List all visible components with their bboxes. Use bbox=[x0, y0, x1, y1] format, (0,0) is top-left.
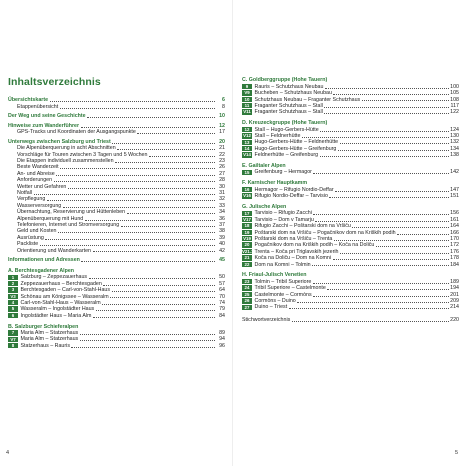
entry-page-number: 94 bbox=[219, 336, 225, 343]
dot-leader bbox=[89, 278, 215, 279]
dot-leader bbox=[292, 321, 449, 322]
tour-title: Koča na Doliču – Dom na Komni bbox=[254, 255, 332, 262]
dot-leader bbox=[338, 150, 449, 151]
tour-number-badge: 16 bbox=[242, 187, 252, 192]
tour-title: Poštarski dom na Vršiču – Trenta bbox=[254, 235, 333, 242]
dot-leader bbox=[289, 308, 449, 309]
tour-title: Carl-von-Stahl-Haus – Wasseralm bbox=[20, 299, 101, 306]
tour-title: Berchtesgaden – Carl-von-Stahl-Haus bbox=[20, 287, 111, 294]
dot-leader bbox=[56, 175, 214, 176]
dot-leader bbox=[320, 156, 449, 157]
entry-title: Der Weg und seine Geschichte bbox=[8, 113, 86, 120]
entry-page-number: 164 bbox=[450, 223, 459, 230]
entry-page-number: 12 bbox=[219, 122, 225, 129]
dot-leader bbox=[60, 108, 215, 109]
tour-number-badge: 5 bbox=[8, 306, 18, 311]
entry-page-number: 39 bbox=[219, 234, 225, 241]
tour-title: Greifenburg – Hermagor bbox=[254, 169, 312, 176]
tour-title: Rifugio Nordio-Deffar – Tarvisio bbox=[254, 193, 328, 200]
entry-title: E. Gailtaler Alpen bbox=[242, 163, 286, 170]
tour-number-badge: 6 bbox=[8, 313, 18, 318]
entry-page-number: 30 bbox=[219, 183, 225, 190]
dot-leader bbox=[47, 200, 215, 201]
tour-number-badge: 15 bbox=[242, 170, 252, 175]
entry-title: Packliste bbox=[17, 241, 39, 248]
page-title: Inhaltsverzeichnis bbox=[8, 76, 101, 88]
tour-number-badge: V17 bbox=[243, 216, 251, 222]
dot-leader bbox=[112, 143, 214, 144]
tour-title: Cormòns – Duino bbox=[254, 298, 296, 304]
tour-title: Hugo-Gerbers-Hütte – Feldnerhütte bbox=[254, 139, 339, 146]
tour-title: Trenta – Koča pri Triglavskih jezerih bbox=[254, 248, 339, 255]
entry-page-number: 20 bbox=[219, 138, 225, 145]
entry-title: Verpflegung bbox=[17, 196, 46, 203]
tour-number-badge: 13 bbox=[242, 140, 252, 145]
tour-number-badge: 12 bbox=[242, 127, 252, 132]
entry-title: Wetter und Gefahren bbox=[17, 183, 67, 190]
dot-leader bbox=[96, 310, 215, 311]
tour-title: Bucheben – Schutzhaus Neubau bbox=[254, 90, 332, 97]
entry-page-number: 50 bbox=[219, 274, 225, 281]
tour-title: Rifugio Zacchi – Poštarski dom na Vršiču bbox=[254, 223, 351, 230]
entry-page-number: 124 bbox=[450, 126, 459, 133]
entry-page-number: 184 bbox=[450, 261, 459, 268]
entry-page-number: 57 bbox=[219, 280, 225, 287]
entry-title: G. Julische Alpen bbox=[242, 204, 287, 211]
tour-title: Tribil Superiore – Castelmonte bbox=[254, 285, 326, 292]
dot-leader bbox=[352, 227, 448, 228]
tour-number-badge: 24 bbox=[242, 285, 252, 290]
page-number-right: 5 bbox=[455, 450, 459, 456]
dot-leader bbox=[149, 156, 215, 157]
entry-title: Übernachtung, Reservierung und Hüttenleben bbox=[17, 209, 126, 216]
tour-number-badge: 9 bbox=[242, 84, 252, 89]
dot-leader bbox=[340, 253, 449, 254]
dot-leader bbox=[71, 347, 214, 348]
dot-leader bbox=[325, 88, 449, 89]
tour-title: Tolmin – Tribil Superiore bbox=[254, 278, 312, 285]
entry-page-number: 22 bbox=[219, 151, 225, 158]
dot-leader bbox=[93, 251, 215, 252]
dot-leader bbox=[312, 265, 448, 266]
dot-leader bbox=[313, 173, 448, 174]
tour-title: Fraganter Schutzhaus – Stall bbox=[254, 109, 323, 116]
right-page bbox=[233, 0, 466, 466]
tour-title: Pogačnikov dom na Kriških podih – Koča na Doliču bbox=[254, 242, 375, 249]
tour-title: Schutzhaus Neubau – Fraganter Schutzhaus bbox=[254, 96, 361, 103]
dot-leader bbox=[112, 291, 215, 292]
entry-page-number: 23 bbox=[219, 158, 225, 165]
dot-leader bbox=[68, 188, 215, 189]
dot-leader bbox=[313, 283, 449, 284]
entry-page-number: 147 bbox=[450, 186, 459, 193]
entry-title: Geld und Kosten bbox=[17, 228, 57, 235]
entry-page-number: 108 bbox=[450, 96, 459, 103]
tour-title: Tarvisio – Rifugio Zacchi bbox=[254, 210, 312, 217]
entry-title: Alpenüberquerung mit Hund bbox=[17, 215, 84, 222]
page-number-left: 4 bbox=[6, 450, 10, 456]
dot-leader bbox=[102, 304, 214, 305]
tour-number-badge: 21 bbox=[242, 255, 252, 260]
toc-tour-entry[interactable] bbox=[8, 312, 225, 318]
entry-page-number: 64 bbox=[219, 287, 225, 294]
tour-number-badge: V7 bbox=[8, 337, 18, 342]
dot-leader bbox=[302, 137, 449, 138]
entry-page-number: 189 bbox=[450, 278, 459, 285]
dot-leader bbox=[85, 220, 215, 221]
entry-page-number: 130 bbox=[450, 133, 459, 140]
entry-page-number: 38 bbox=[219, 228, 225, 235]
entry-title: Unterwegs zwischen Salzburg und Triest bbox=[8, 138, 111, 145]
entry-page-number: 37 bbox=[219, 221, 225, 228]
tour-title: Dom na Komni – Tolmin bbox=[254, 261, 311, 268]
dot-leader bbox=[137, 133, 214, 134]
entry-page-number: 6 bbox=[222, 97, 225, 104]
tour-number-badge: V9 bbox=[242, 90, 252, 95]
dot-leader bbox=[50, 101, 215, 102]
tour-number-badge: 14 bbox=[242, 146, 252, 151]
entry-title: Informationen und Adressen bbox=[8, 257, 80, 264]
tour-number-badge: 8 bbox=[8, 343, 18, 348]
entry-page-number: 117 bbox=[450, 102, 459, 109]
entry-title: Orientierung und Wanderkarten bbox=[17, 247, 92, 254]
dot-leader bbox=[324, 113, 448, 114]
dot-leader bbox=[103, 285, 214, 286]
tour-title: Wasseralm – Ingolstädter Haus bbox=[20, 306, 95, 313]
tour-title: Rauris – Schutzhaus Neubau bbox=[254, 83, 324, 90]
tour-number-badge: 23 bbox=[242, 279, 252, 284]
entry-page-number: 26 bbox=[219, 164, 225, 171]
toc-tour-entry[interactable] bbox=[242, 193, 459, 199]
toc-entry[interactable] bbox=[8, 113, 225, 119]
toc-entry[interactable] bbox=[8, 103, 225, 109]
entry-page-number: 21 bbox=[219, 145, 225, 152]
entry-page-number: 194 bbox=[450, 285, 459, 292]
entry-page-number: 176 bbox=[450, 248, 459, 255]
entry-title: Stichwortverzeichnis bbox=[242, 316, 291, 323]
entry-title: A. Berchtesgadener Alpen bbox=[8, 268, 75, 275]
dot-leader bbox=[327, 289, 448, 290]
dot-leader bbox=[324, 107, 448, 108]
dot-leader bbox=[335, 191, 448, 192]
dot-leader bbox=[81, 261, 214, 262]
tour-title: Zeppezauerhaus – Berchtesgaden bbox=[20, 280, 102, 287]
entry-page-number: 122 bbox=[450, 109, 459, 116]
entry-page-number: 166 bbox=[450, 229, 459, 236]
toc-tour-entry[interactable] bbox=[242, 261, 459, 267]
tour-number-badge: V11 bbox=[243, 109, 251, 115]
tour-title: Maria Alm – Statzerhaus bbox=[20, 336, 79, 343]
dot-leader bbox=[320, 131, 448, 132]
entry-page-number: 42 bbox=[219, 247, 225, 254]
dot-leader bbox=[313, 214, 448, 215]
tour-number-badge: 2 bbox=[8, 281, 18, 286]
entry-page-number: 161 bbox=[450, 216, 459, 223]
tour-number-badge: 18 bbox=[242, 223, 252, 228]
entry-title: Beste Wanderzeit bbox=[17, 164, 59, 171]
tour-title: Tarvisio – Dom v Tamarju bbox=[254, 216, 314, 223]
dot-leader bbox=[93, 317, 215, 318]
dot-leader bbox=[34, 194, 215, 195]
dot-leader bbox=[297, 302, 448, 303]
tour-number-badge: 20 bbox=[242, 242, 252, 247]
entry-page-number: 220 bbox=[450, 316, 459, 323]
tour-number-badge: 7 bbox=[8, 330, 18, 335]
entry-page-number: 156 bbox=[450, 210, 459, 217]
tour-number-badge: 17 bbox=[242, 211, 252, 216]
dot-leader bbox=[87, 117, 214, 118]
toc-tour-entry[interactable] bbox=[242, 169, 459, 175]
tour-title: Stall – Hugo-Gerbers-Hütte bbox=[254, 126, 319, 133]
toc-tour-entry[interactable] bbox=[242, 152, 459, 158]
tour-title: Salzburg – Zeppezauerhaus bbox=[20, 274, 88, 281]
tour-number-badge: V14 bbox=[243, 152, 251, 158]
tour-number-badge: V12 bbox=[243, 133, 251, 139]
entry-title: H. Friaul-Julisch Venetien bbox=[242, 272, 307, 279]
tour-number-badge: 1 bbox=[8, 275, 18, 280]
toc-entry[interactable] bbox=[8, 247, 225, 253]
entry-page-number: 40 bbox=[219, 241, 225, 248]
dot-leader bbox=[127, 213, 215, 214]
entry-page-number: 170 bbox=[450, 235, 459, 242]
dot-leader bbox=[40, 245, 215, 246]
entry-page-number: 74 bbox=[219, 299, 225, 306]
dot-leader bbox=[80, 334, 215, 335]
entry-page-number: 27 bbox=[219, 170, 225, 177]
tour-number-badge: 4 bbox=[8, 300, 18, 305]
tour-title: Poštarski dom na Vršiču – Pogačnikov dom na Kriških podih bbox=[254, 229, 396, 236]
tour-title: Feldnerhütte – Greifenburg bbox=[254, 152, 319, 159]
toc-index-entry[interactable] bbox=[242, 316, 459, 322]
tour-number-badge: 10 bbox=[242, 97, 252, 102]
entry-title: Übersichtskarte bbox=[8, 97, 49, 104]
entry-page-number: 33 bbox=[219, 202, 225, 209]
entry-title: Wasserversorgung bbox=[17, 202, 62, 209]
toc-entry[interactable] bbox=[8, 129, 225, 135]
entry-title: Die Alpenüberquerung in acht Abschnitten bbox=[17, 145, 116, 152]
dot-leader bbox=[54, 181, 215, 182]
tour-title: Ingolstädter Haus – Maria Alm bbox=[20, 312, 92, 319]
tour-number-badge: 3 bbox=[8, 287, 18, 292]
tour-title: Maria Alm – Statzerhaus bbox=[20, 330, 79, 337]
dot-leader bbox=[58, 232, 215, 233]
dot-leader bbox=[115, 162, 214, 163]
dot-leader bbox=[376, 246, 449, 247]
dot-leader bbox=[45, 239, 214, 240]
dot-leader bbox=[60, 168, 214, 169]
entry-title: C. Goldberggruppe (Hohe Tauern) bbox=[242, 77, 328, 84]
entry-title: Ausrüstung bbox=[17, 234, 44, 241]
entry-page-number: 132 bbox=[450, 139, 459, 146]
entry-title: Etappenübersicht bbox=[17, 103, 59, 110]
tour-title: Statzerhaus – Rauris bbox=[20, 342, 70, 349]
dot-leader bbox=[80, 340, 215, 341]
entry-page-number: 172 bbox=[450, 242, 459, 249]
entry-page-number: 151 bbox=[450, 193, 459, 200]
entry-page-number: 17 bbox=[219, 129, 225, 136]
dot-leader bbox=[333, 259, 449, 260]
entry-page-number: 70 bbox=[219, 293, 225, 300]
entry-title: Telefonieren, Internet und Stromversorgung bbox=[17, 221, 120, 228]
dot-leader bbox=[81, 127, 215, 128]
entry-page-number: 79 bbox=[219, 306, 225, 313]
entry-title: An- und Abreise bbox=[17, 170, 55, 177]
entry-page-number: 10 bbox=[219, 113, 225, 120]
entry-page-number: 201 bbox=[450, 291, 459, 298]
entry-title: F. Karnischer Hauptkamm bbox=[242, 180, 308, 187]
dot-leader bbox=[362, 100, 449, 101]
entry-page-number: 214 bbox=[450, 304, 459, 311]
toc-tour-entry[interactable] bbox=[242, 304, 459, 310]
entry-page-number: 34 bbox=[219, 209, 225, 216]
entry-page-number: 36 bbox=[219, 215, 225, 222]
dot-leader bbox=[117, 149, 214, 150]
entry-page-number: 45 bbox=[219, 257, 225, 264]
entry-page-number: 142 bbox=[450, 169, 459, 176]
toc-tour-entry[interactable] bbox=[242, 109, 459, 115]
tour-title: Hugo-Gerbers-Hütte – Greifenburg bbox=[254, 145, 337, 152]
dot-leader bbox=[110, 297, 214, 298]
tour-number-badge: V19 bbox=[243, 236, 251, 242]
entry-title: D. Kreuzeckgruppe (Hohe Tauern) bbox=[242, 120, 328, 127]
toc-right-column bbox=[242, 77, 459, 323]
tour-number-badge: V3 bbox=[8, 294, 18, 299]
dot-leader bbox=[315, 221, 448, 222]
entry-page-number: 178 bbox=[450, 255, 459, 262]
entry-title: Anforderungen bbox=[17, 177, 53, 184]
entry-page-number: 32 bbox=[219, 196, 225, 203]
toc-left-column bbox=[8, 97, 225, 349]
dot-leader bbox=[63, 207, 215, 208]
tour-number-badge: 26 bbox=[242, 298, 252, 303]
entry-title: Hinweise zum Wanderführer bbox=[8, 122, 80, 129]
entry-page-number: 84 bbox=[219, 312, 225, 319]
dot-leader bbox=[333, 94, 448, 95]
entry-page-number: 31 bbox=[219, 190, 225, 197]
toc-entry[interactable] bbox=[8, 257, 225, 263]
tour-number-badge: 19 bbox=[242, 230, 252, 235]
dot-leader bbox=[313, 296, 448, 297]
dot-leader bbox=[121, 226, 215, 227]
dot-leader bbox=[340, 143, 449, 144]
dot-leader bbox=[397, 234, 448, 235]
entry-title: Vorschläge für Touren zwischen 3 Tagen und 5 Wochen bbox=[17, 151, 148, 158]
tour-title: Stall – Feldnerhütte bbox=[254, 133, 301, 140]
toc-tour-entry[interactable] bbox=[8, 342, 225, 348]
entry-page-number: 96 bbox=[219, 342, 225, 349]
tour-number-badge: 22 bbox=[242, 262, 252, 267]
entry-page-number: 89 bbox=[219, 330, 225, 337]
dot-leader bbox=[334, 240, 449, 241]
entry-page-number: 134 bbox=[450, 145, 459, 152]
tour-title: Hermagor – Rifugio Nordio-Deffar bbox=[254, 186, 334, 193]
entry-title: B. Salzburger Schieferalpen bbox=[8, 323, 79, 330]
tour-number-badge: V21.1 bbox=[242, 248, 254, 254]
dot-leader bbox=[329, 197, 448, 198]
tour-title: Fraganter Schutzhaus – Stall bbox=[254, 102, 323, 109]
tour-title: Duino – Triest bbox=[254, 304, 288, 311]
entry-page-number: 28 bbox=[219, 177, 225, 184]
entry-title: Notfall bbox=[17, 190, 33, 197]
entry-title: GPS-Tracks und Koordinaten der Ausgangspunkte bbox=[17, 129, 136, 136]
tour-title: Castelmonte – Cormòns bbox=[254, 291, 312, 298]
tour-number-badge: 11 bbox=[242, 103, 252, 108]
entry-title: Die Etappen individuell zusammenstellen bbox=[17, 158, 114, 165]
tour-number-badge: 27 bbox=[242, 305, 252, 310]
entry-page-number: 138 bbox=[450, 152, 459, 159]
tour-number-badge: V16 bbox=[243, 193, 251, 199]
tour-number-badge: 25 bbox=[242, 292, 252, 297]
tour-title: Schönau am Königssee – Wasseralm bbox=[20, 293, 109, 300]
entry-page-number: 209 bbox=[450, 298, 459, 304]
entry-page-number: 8 bbox=[222, 103, 225, 110]
entry-page-number: 100 bbox=[450, 83, 459, 90]
entry-page-number: 105 bbox=[450, 90, 459, 97]
